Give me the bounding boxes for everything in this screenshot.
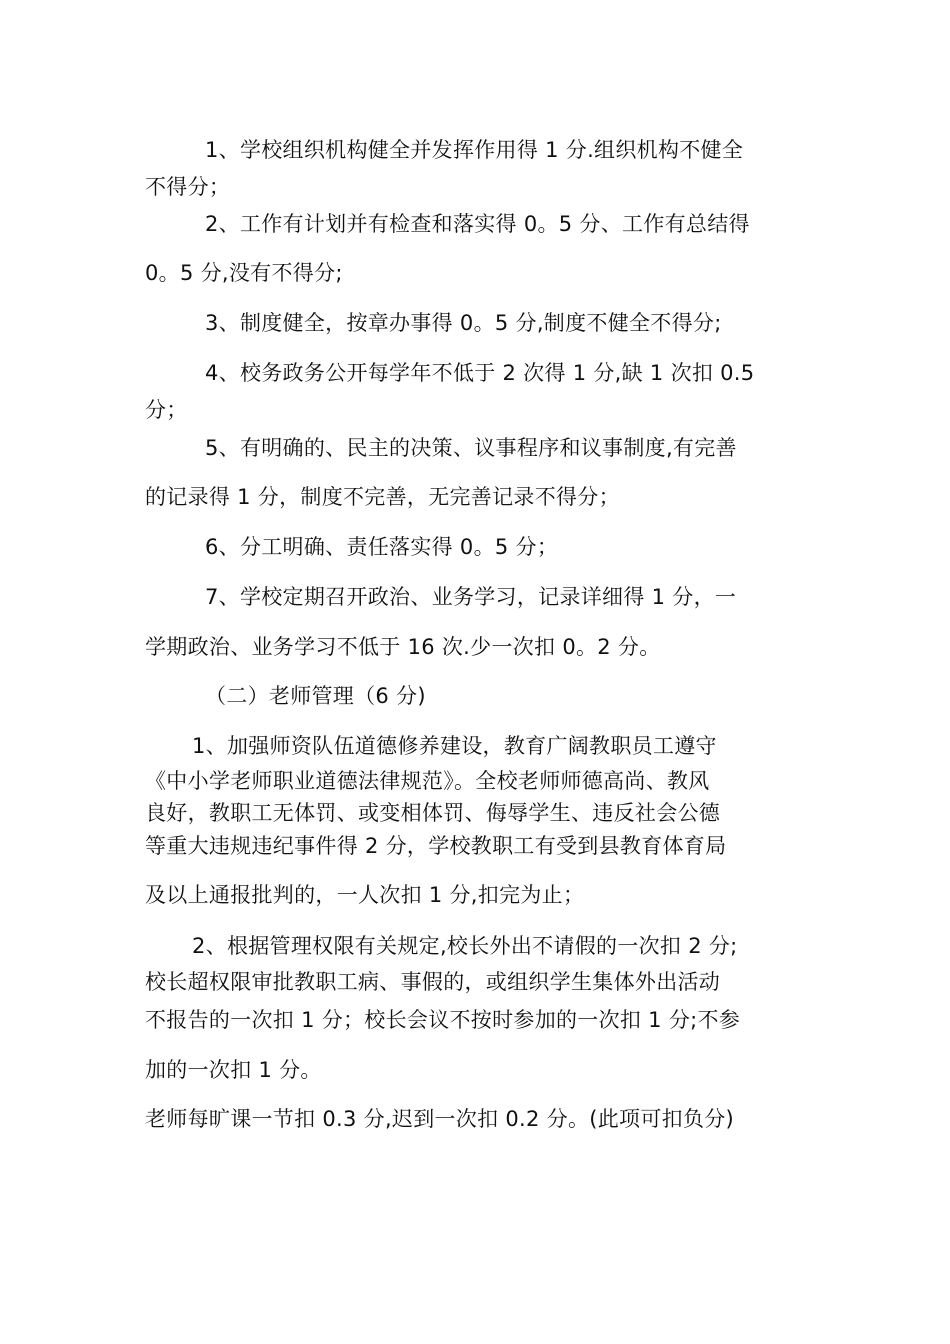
text-line-item-3: 3、制度健全，按章办事得 0。5 分,制度不健全不得分;: [205, 311, 722, 335]
text-line-teacher-item-1-cont-3: 等重大违规违纪事件得 2 分，学校教职工有受到县教育体育局: [145, 834, 727, 858]
text-line-teacher-item-1: 1、加强师资队伍道德修养建设，教育广阔教职员工遵守: [192, 734, 717, 758]
text-line-item-5-cont: 的记录得 1 分，制度不完善，无完善记录不得分；: [145, 485, 620, 509]
text-line-item-5: 5、有明确的、民主的决策、议事程序和议事制度,有完善: [205, 436, 737, 460]
text-line-absence-rule: 老师每旷课一节扣 0.3 分,迟到一次扣 0.2 分。(此项可扣负分): [145, 1107, 735, 1131]
text-line-item-4: 4、校务政务公开每学年不低于 2 次得 1 分,缺 1 次扣 0.5: [205, 361, 755, 385]
text-line-item-1: 1、学校组织机构健全并发挥作用得 1 分.组织机构不健全: [205, 138, 744, 162]
text-line-teacher-item-2: 2、根据管理权限有关规定,校长外出不请假的一次扣 2 分;: [192, 934, 738, 958]
text-line-item-1-cont: 不得分；: [145, 175, 231, 199]
text-line-teacher-item-2-cont-3: 加的一次扣 1 分。: [145, 1058, 322, 1082]
text-line-item-7-cont: 学期政治、业务学习不低于 16 次.少一次扣 0。2 分。: [145, 635, 661, 659]
text-line-teacher-item-1-cont-1: 《中小学老师职业道德法律规范》。全校老师师德高尚、教风: [145, 769, 710, 793]
section-heading-teacher-management: （二）老师管理（6 分): [205, 684, 426, 708]
text-line-item-4-cont: 分；: [145, 398, 188, 422]
text-line-teacher-item-1-cont-4: 及以上通报批判的，一人次扣 1 分,扣完为止；: [145, 883, 585, 907]
text-line-teacher-item-2-cont-1: 校长超权限审批教职工病、事假的，或组织学生集体外出活动: [145, 970, 721, 994]
text-line-teacher-item-1-cont-2: 良好，教职工无体罚、或变相体罚、侮辱学生、违反社会公德: [145, 801, 721, 825]
text-line-item-7: 7、学校定期召开政治、业务学习，记录详细得 1 分，一: [205, 585, 737, 609]
text-line-item-2-cont: 0。5 分,没有不得分;: [145, 261, 343, 285]
text-line-item-2: 2、工作有计划并有检查和落实得 0。5 分、工作有总结得: [205, 212, 750, 236]
text-line-teacher-item-2-cont-2: 不报告的一次扣 1 分；校长会议不按时参加的一次扣 1 分;不参: [145, 1008, 741, 1032]
text-line-item-6: 6、分工明确、责任落实得 0。5 分；: [205, 535, 559, 559]
